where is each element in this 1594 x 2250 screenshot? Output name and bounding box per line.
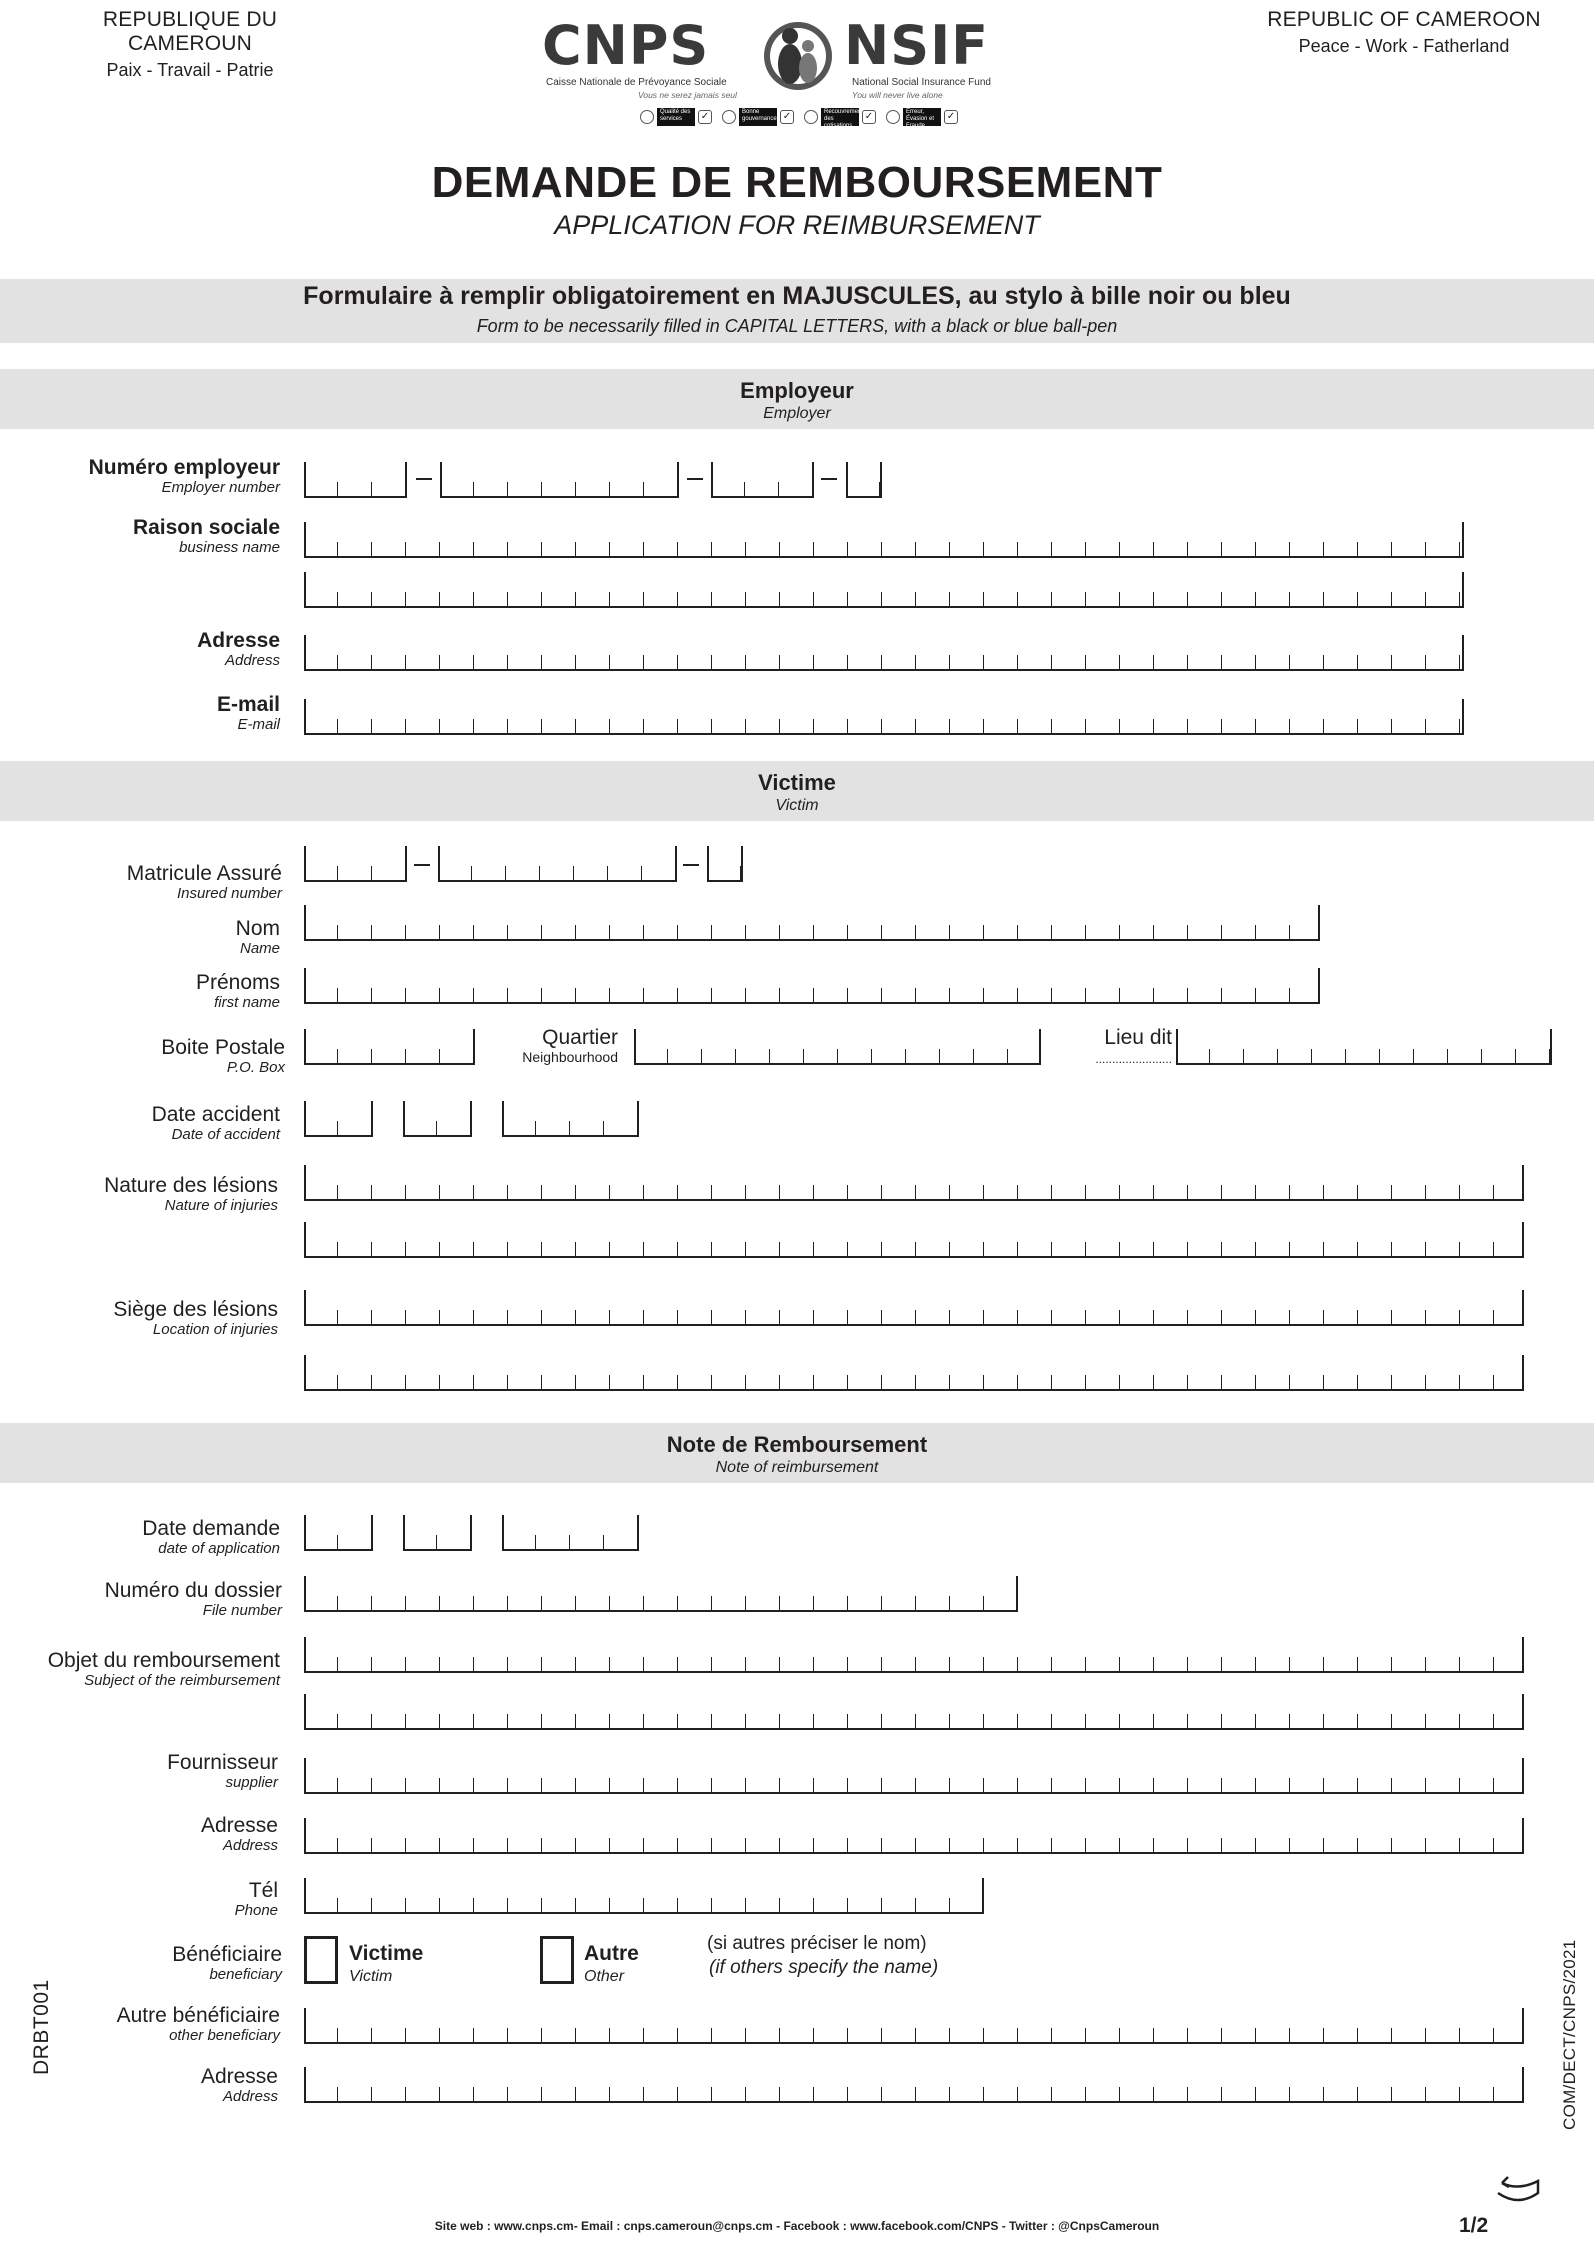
label-en: Date of accident xyxy=(171,1126,280,1143)
label-en: other beneficiary xyxy=(169,2027,280,2044)
label-other-beneficiary xyxy=(40,2005,280,2044)
victim-option-label xyxy=(349,1942,423,1986)
label-fr: Nature des lésions xyxy=(104,1174,278,1197)
section-title-fr: Employeur xyxy=(740,378,854,403)
first-name-field[interactable] xyxy=(304,968,1320,1004)
beneficiary-other-checkbox[interactable] xyxy=(540,1936,574,1984)
subject-field-line-2[interactable] xyxy=(304,1694,1524,1730)
form-title xyxy=(0,158,1594,241)
motto-fr: Paix - Travail - Patrie xyxy=(106,60,274,80)
badge-label: Recouvrement des cotisations xyxy=(821,108,859,126)
label-fr: Victime xyxy=(349,1942,424,1965)
label-fr: Numéro du dossier xyxy=(104,1579,282,1602)
check-icon: ✓ xyxy=(698,110,712,124)
accident-date-day[interactable] xyxy=(304,1101,373,1137)
label-fr: Bénéficiaire xyxy=(172,1943,282,1966)
badge xyxy=(804,108,876,129)
label-fr: Prénoms xyxy=(195,971,280,994)
beneficiary-note-en: (if others specify the name) xyxy=(709,1957,939,1978)
turn-page-arrow-icon xyxy=(1494,2173,1542,2210)
phone-field[interactable] xyxy=(304,1878,984,1914)
section-title-en: Victim xyxy=(775,797,819,814)
section-victim xyxy=(0,761,1594,821)
logo-sub-fr: Caisse Nationale de Prévoyance Sociale xyxy=(546,77,727,88)
badge-label: Bonne gouvernance xyxy=(739,108,777,126)
label-fr: Quartier xyxy=(542,1026,618,1049)
label-fr: Fournisseur xyxy=(167,1751,278,1774)
instructions-band xyxy=(0,279,1594,343)
label-supplier xyxy=(40,1752,278,1791)
document-reference: COM/DECT/CNPS/2021 xyxy=(1560,1939,1579,2130)
label-en: Name xyxy=(239,940,280,957)
label-en: supplier xyxy=(225,1774,278,1791)
email-field[interactable] xyxy=(304,699,1464,735)
badge xyxy=(722,108,794,126)
file-number-field[interactable] xyxy=(304,1576,1018,1612)
label-lieu-dit xyxy=(1066,1027,1172,1068)
injuries-nature-field-line-1[interactable] xyxy=(304,1165,1524,1201)
beneficiary-victim-checkbox[interactable] xyxy=(304,1936,338,1984)
label-injuries-location xyxy=(40,1299,278,1338)
other-beneficiary-field[interactable] xyxy=(304,2008,1524,2044)
label-file-number xyxy=(40,1580,282,1619)
dash xyxy=(416,478,432,480)
label-en: Location of injuries xyxy=(152,1321,278,1338)
section-employer xyxy=(0,369,1594,429)
label-en: beneficiary xyxy=(209,1966,282,1983)
application-date-day[interactable] xyxy=(304,1515,373,1551)
employer-number-field-2[interactable] xyxy=(440,462,679,498)
label-fr: Date accident xyxy=(151,1103,280,1126)
injuries-location-field-line-2[interactable] xyxy=(304,1355,1524,1391)
badge-label: Qualité des services xyxy=(657,108,695,126)
dash xyxy=(687,478,703,480)
label-neighbourhood xyxy=(500,1027,618,1066)
business-name-field-line-1[interactable] xyxy=(304,522,1464,558)
label-email xyxy=(40,694,280,733)
badge-circle-icon xyxy=(640,110,654,124)
subject-field-line-1[interactable] xyxy=(304,1637,1524,1673)
label-name xyxy=(40,918,280,957)
label-application-date xyxy=(40,1518,280,1557)
form-code: DRBT001 xyxy=(30,1979,53,2075)
insured-number-field-2[interactable] xyxy=(438,846,677,882)
neighbourhood-field[interactable] xyxy=(634,1029,1041,1065)
business-name-field-line-2[interactable] xyxy=(304,572,1464,608)
instructions-fr: Formulaire à remplir obligatoirement en MAJUSCULES, au stylo à bille noir ou bleu xyxy=(303,282,1291,310)
family-emblem-icon xyxy=(760,12,836,100)
badge-circle-icon xyxy=(886,110,900,124)
label-en: Other xyxy=(584,1968,625,1985)
label-en: Address xyxy=(222,1837,278,1854)
label-fr: Boite Postale xyxy=(161,1036,285,1059)
header-left xyxy=(40,8,340,81)
application-date-month[interactable] xyxy=(403,1515,472,1551)
label-supplier-address xyxy=(40,1815,278,1854)
label-po-box xyxy=(40,1037,285,1076)
label-fr: Adresse xyxy=(200,2065,278,2088)
label-business-name xyxy=(40,517,280,556)
header-right xyxy=(1254,8,1554,57)
beneficiary-address-field[interactable] xyxy=(304,2067,1524,2103)
label-en: Nature of injuries xyxy=(164,1197,278,1214)
logo-tagline-fr: Vous ne serez jamais seul xyxy=(638,90,737,100)
label-fr: Date demande xyxy=(142,1517,280,1540)
label-en: Phone xyxy=(234,1902,278,1919)
label-en: business name xyxy=(179,539,280,556)
label-en: date of application xyxy=(158,1540,280,1557)
logo-sub-en: National Social Insurance Fund xyxy=(852,77,991,88)
beneficiary-note-fr: (si autres préciser le nom) xyxy=(707,1933,927,1954)
label-en: E-mail xyxy=(237,716,280,733)
badge-circle-icon xyxy=(804,110,818,124)
country-fr: REPUBLIQUE DU CAMEROUN xyxy=(102,8,278,55)
label-employer-address xyxy=(40,630,280,669)
lieu-dit-field[interactable] xyxy=(1176,1029,1552,1065)
other-option-label xyxy=(584,1942,639,1986)
quality-badges xyxy=(640,108,958,129)
logo-word-nsif: NSIF xyxy=(844,14,990,77)
badge xyxy=(640,108,712,126)
label-fr: Objet du remboursement xyxy=(47,1649,280,1672)
label-subject xyxy=(20,1650,280,1689)
label-employer-number xyxy=(40,457,280,496)
label-fr: Raison sociale xyxy=(132,516,280,539)
label-en: Victim xyxy=(349,1968,393,1985)
label-injuries-nature xyxy=(40,1175,278,1214)
accident-date-year[interactable] xyxy=(502,1101,639,1137)
label-en: Address xyxy=(222,2088,278,2105)
label-fr: Autre bénéficiaire xyxy=(116,2004,280,2027)
title-fr: DEMANDE DE REMBOURSEMENT xyxy=(431,158,1163,207)
label-fr: Siège des lésions xyxy=(113,1298,278,1321)
label-fr: Lieu dit xyxy=(1104,1026,1172,1049)
section-reimbursement-note xyxy=(0,1423,1594,1483)
country-en: REPUBLIC OF CAMEROON xyxy=(1267,8,1541,31)
employer-number-field-4[interactable] xyxy=(846,462,882,498)
title-en: APPLICATION FOR REIMBURSEMENT xyxy=(554,210,1040,240)
po-box-field[interactable] xyxy=(304,1029,475,1065)
logo-tagline-en: You will never live alone xyxy=(852,90,943,100)
application-date-year[interactable] xyxy=(502,1515,639,1551)
injuries-location-field-line-1[interactable] xyxy=(304,1290,1524,1326)
label-en: Subject of the reimbursement xyxy=(84,1672,280,1689)
cnps-logo xyxy=(538,12,1013,132)
badge-label: Erreur, Évasion et Fraude xyxy=(903,108,941,126)
employer-number-field-3[interactable] xyxy=(711,462,814,498)
label-fr: Numéro employeur xyxy=(88,456,280,479)
label-beneficiary-address xyxy=(40,2066,278,2105)
label-fr: Matricule Assuré xyxy=(126,862,282,885)
section-title-en: Note of reimbursement xyxy=(715,1459,879,1476)
dash xyxy=(821,478,837,480)
label-accident-date xyxy=(40,1104,280,1143)
dash xyxy=(683,864,699,866)
badge xyxy=(886,108,958,129)
label-en: ....................... xyxy=(1095,1052,1172,1066)
label-en: Employer number xyxy=(161,479,280,496)
label-en: first name xyxy=(214,994,280,1011)
label-fr: Nom xyxy=(235,917,280,940)
section-title-fr: Victime xyxy=(758,770,836,795)
check-icon: ✓ xyxy=(944,110,958,124)
insured-number-field-3[interactable] xyxy=(707,846,743,882)
dash xyxy=(414,864,430,866)
label-fr: E-mail xyxy=(216,693,280,716)
employer-number-field-1[interactable] xyxy=(304,462,407,498)
section-title-en: Employer xyxy=(763,405,831,422)
insured-number-field-1[interactable] xyxy=(304,846,407,882)
accident-date-month[interactable] xyxy=(403,1101,472,1137)
motto-en: Peace - Work - Fatherland xyxy=(1298,36,1510,56)
label-beneficiary xyxy=(40,1944,282,1983)
label-en: Neighbourhood xyxy=(522,1049,618,1065)
label-en: P.O. Box xyxy=(226,1059,285,1076)
supplier-field[interactable] xyxy=(304,1758,1524,1794)
label-fr: Autre xyxy=(584,1942,639,1965)
label-insured-number xyxy=(40,863,282,902)
injuries-nature-field-line-2[interactable] xyxy=(304,1222,1524,1258)
label-fr: Adresse xyxy=(197,629,280,652)
footer-contacts: Site web : www.cnps.cm- Email : cnps.cameroun@cnps.cm - Facebook : www.facebook.com/CNPS - Twitter : @CnpsCameroun xyxy=(434,2219,1160,2233)
logo-word-cnps: CNPS xyxy=(542,14,710,77)
check-icon: ✓ xyxy=(780,110,794,124)
badge-circle-icon xyxy=(722,110,736,124)
instructions-en: Form to be necessarily filled in CAPITAL LETTERS, with a black or blue ball-pen xyxy=(476,316,1118,336)
page-number: 1/2 xyxy=(1459,2214,1489,2237)
section-title-fr: Note de Remboursement xyxy=(666,1432,928,1457)
label-en: Address xyxy=(224,652,280,669)
label-first-name xyxy=(40,972,280,1011)
label-en: Insured number xyxy=(176,885,282,902)
check-icon: ✓ xyxy=(862,110,876,124)
supplier-address-field[interactable] xyxy=(304,1818,1524,1854)
label-fr: Tél xyxy=(248,1879,278,1902)
label-fr: Adresse xyxy=(200,1814,278,1837)
employer-address-field[interactable] xyxy=(304,635,1464,671)
name-field[interactable] xyxy=(304,905,1320,941)
label-phone xyxy=(40,1880,278,1919)
label-en: File number xyxy=(202,1602,282,1619)
